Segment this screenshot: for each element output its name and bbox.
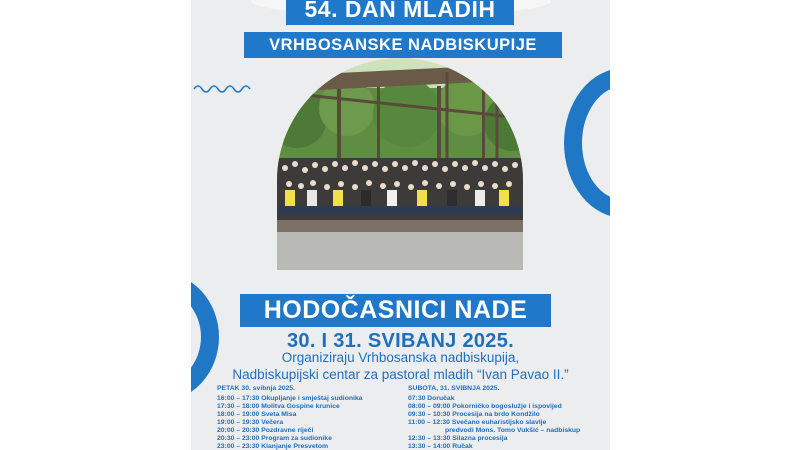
schedule-item: 20:00 – 20:30 Pozdravne riječi [217, 427, 314, 434]
schedule-item: 12:30 – 13:30 Silazna procesija [408, 435, 508, 442]
poster [191, 0, 610, 450]
schedule-item: 18:00 – 19:00 Sveta Misa [217, 411, 297, 418]
schedule-day2-title: SUBOTA, 31. SVIBNJA 2025. [408, 385, 500, 392]
schedule-item: 09:30 – 10:30 Procesija na brdo Kondžilo [408, 411, 540, 418]
schedule-day1 [217, 385, 395, 450]
schedule-item: 23:00 – 23:30 Klanjanje Presvetom [217, 443, 329, 450]
schedule-item: predvodi Mons. Tomo Vukšić – nadbiskup [445, 427, 581, 434]
poster-title: 54. DAN MLADIH [286, 0, 514, 25]
decorative-ring-right [564, 68, 610, 218]
schedule-item: 08:00 – 09:00 Pokorničko bogoslužje i ispovijed [408, 403, 562, 410]
schedule-day2 [408, 385, 598, 450]
schedule-item: 20:30 – 23:00 Program za sudionike [217, 435, 332, 442]
group-photo [277, 58, 523, 270]
schedule-item: 11:00 – 12:30 Svečano euharistijsko slavlje [408, 419, 547, 426]
schedule-item: 07:30 Doručak [408, 395, 455, 402]
schedule-item: 16:00 – 17:30 Okupljanje i smještaj sudionika [217, 395, 363, 402]
schedule-item: 13:30 – 14:00 Ručak [408, 443, 473, 450]
event-name: HODOČASNICI NADE [240, 294, 551, 327]
event-date: 30. I 31. SVIBANJ 2025. [286, 330, 515, 352]
wave-decoration [193, 82, 257, 96]
schedule-item: 19:00 – 19:30 Večera [217, 419, 284, 426]
schedule-item: 17:30 – 18:00 Molitva Gospine krunice [217, 403, 340, 410]
schedule-day1-title: PETAK 30. svibnja 2025. [217, 385, 296, 392]
organizer-line-2: Nadbiskupijski centar za pastoral mladih “Ivan Pavao II.” [232, 367, 569, 382]
organizer-line-1: Organiziraju Vrhbosanska nadbiskupija, [281, 350, 520, 365]
poster-subtitle: VRHBOSANSKE NADBISKUPIJE [244, 32, 562, 58]
